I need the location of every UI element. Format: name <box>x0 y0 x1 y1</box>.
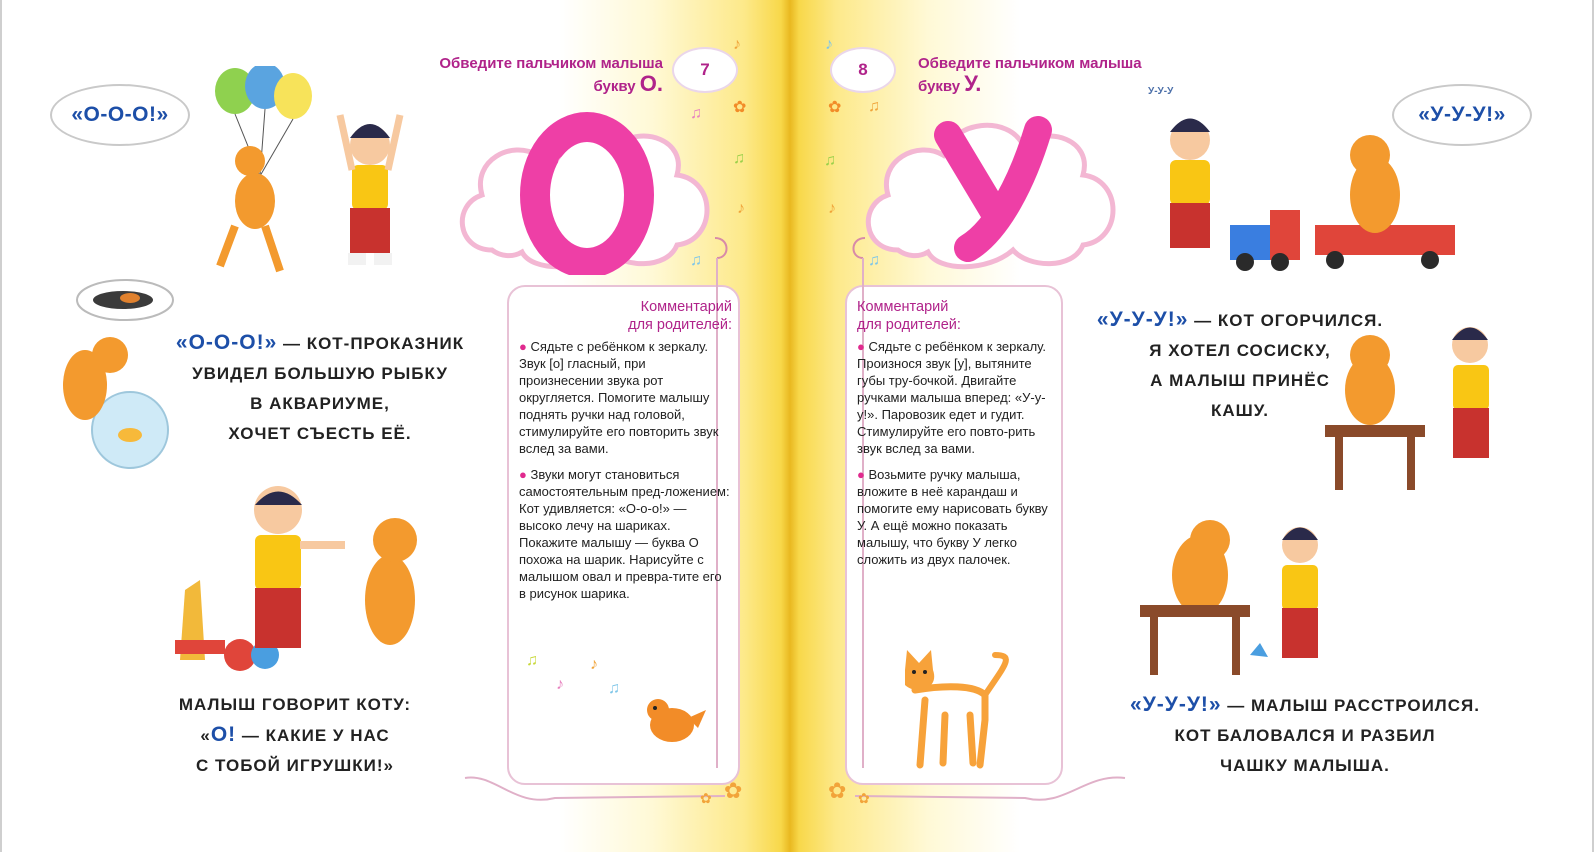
instruction-letter: У. <box>964 71 982 96</box>
story-text: УВИДЕЛ БОЛЬШУЮ РЫБКУ <box>192 364 448 383</box>
story-left-2 <box>160 690 430 781</box>
story-left-1 <box>160 328 480 449</box>
story-right-2 <box>1115 690 1495 781</box>
cat-icon <box>885 645 1025 770</box>
flower-icon: ✿ <box>733 99 747 116</box>
instruction-line1: Обведите пальчиком малыша <box>439 55 663 72</box>
music-note-icon: ♫ <box>868 98 880 115</box>
flower-icon: ✿ <box>724 778 743 803</box>
music-note-icon: ♪ <box>733 36 741 53</box>
story-text: КОТ БАЛОВАЛСЯ И РАЗБИЛ <box>1174 726 1436 745</box>
parent-comment-left <box>519 298 732 611</box>
music-note-icon: ♫ <box>733 150 745 167</box>
flower-icon: ✿ <box>858 790 870 806</box>
page-number-right <box>830 47 896 93</box>
cat-with-balloons-illustration <box>205 66 315 276</box>
comment-paragraph: Сядьте с ребёнком к зеркалу. Звук [о] гласный, при произнесении звука рот округляется. Помогите малышу поднять ручки над головой, стимулируйте его повторить звук вслед за вами. <box>519 339 719 456</box>
music-note-icon: ♪ <box>737 200 745 217</box>
page-number-text: 7 <box>700 60 710 79</box>
page-number-left <box>672 47 738 93</box>
story-text: — КОТ-ПРОКАЗНИК <box>277 334 465 353</box>
music-note-icon: ♫ <box>824 152 836 169</box>
page-number-text: 8 <box>858 60 868 79</box>
comment-paragraph: Звуки могут становиться самостоятельным пред-ложением: Кот удивляется: «О-о-о!» — высоко лечу на шариках. Покажите малышу — буква О похожа на шарик. Нарисуйте с малышом овал и превра-тите его в рисунок шарика. <box>519 467 730 601</box>
music-note-icon: ♪ <box>590 656 598 673</box>
instruction-line1: Обведите пальчиком малыша <box>918 55 1142 72</box>
bullet-icon: ● <box>519 467 527 482</box>
speech-bubble-text: «У-У-У!» <box>1418 103 1506 126</box>
music-note-icon: ♪ <box>556 676 564 693</box>
flower-icon: ✿ <box>700 790 712 806</box>
story-text: Я ХОТЕЛ СОСИСКУ, <box>1149 341 1331 360</box>
story-text: ХОЧЕТ СЪЕСТЬ ЕЁ. <box>228 424 412 443</box>
music-note-icon: ♪ <box>828 200 836 217</box>
boy-train-cat-illustration <box>1130 100 1470 280</box>
bullet-icon: ● <box>519 339 527 354</box>
music-note-icon: ♫ <box>868 252 880 269</box>
comment-title: Комментарий <box>640 299 732 315</box>
comment-paragraph: Возьмите ручку малыша, вложите в неё карандаш и помогите ему нарисовать букву У. А ещё можно показать малышу, что букву У легко сложить из двух палочек. <box>857 467 1048 567</box>
story-text: — КОТ ОГОРЧИЛСЯ. <box>1188 311 1384 330</box>
story-text: МАЛЫШ ГОВОРИТ КОТУ: <box>178 695 412 714</box>
story-text: ЧАШКУ МАЛЫША. <box>1220 756 1390 775</box>
comment-title: для родителей: <box>857 317 961 333</box>
cat-aquarium-illustration <box>45 275 175 475</box>
page-edge-left <box>0 0 2 852</box>
story-text: « <box>200 726 211 745</box>
story-lead: «О-О-О!» <box>175 331 278 354</box>
story-text: — КАКИЕ У НАС <box>236 726 390 745</box>
instruction-letter: О. <box>639 71 663 96</box>
boy-cat-toys-illustration <box>150 480 440 680</box>
music-note-icon: ♫ <box>608 680 620 697</box>
train-sound-text: У-У-У <box>1148 86 1174 97</box>
story-text: С ТОБОЙ ИГРУШКИ!» <box>196 756 394 775</box>
music-note-icon: ♫ <box>690 105 702 122</box>
flower-icon: ✿ <box>828 778 847 803</box>
comment-paragraph: Сядьте с ребёнком к зеркалу. Произнося звук [у], вытяните губы тру-бочкой. Двигайте ручками малыша вперед: «У-у-у!». Паровозик едет и гудит. Стимулируйте его повто-рить звук вслед за вами. <box>857 339 1046 456</box>
instruction-left <box>393 54 663 97</box>
instruction-line2: букву <box>593 78 636 95</box>
cat-broken-cup-illustration <box>1110 515 1350 685</box>
music-note-icon: ♫ <box>690 252 702 269</box>
story-lead: «У-У-У!» <box>1130 693 1222 716</box>
instruction-line2: букву <box>918 78 961 95</box>
speech-bubble-text: «О-О-О!» <box>71 103 169 126</box>
speech-bubble-left <box>50 84 190 146</box>
story-lead: О! <box>210 723 237 746</box>
parent-comment-right <box>857 298 1057 577</box>
boy-arms-up-illustration <box>330 100 410 280</box>
comment-title: Комментарий <box>857 299 949 315</box>
story-text: — МАЛЫШ РАССТРОИЛСЯ. <box>1221 696 1480 715</box>
cat-table-boy-illustration <box>1295 320 1510 500</box>
story-lead: «У-У-У!» <box>1096 308 1189 331</box>
bullet-icon: ● <box>857 467 865 482</box>
story-text: КАШУ. <box>1211 401 1269 420</box>
bullet-icon: ● <box>857 339 865 354</box>
music-note-icon: ♫ <box>526 652 538 669</box>
story-text: В АКВАРИУМЕ, <box>250 394 390 413</box>
story-text: А МАЛЫШ ПРИНЁС <box>1150 371 1330 390</box>
music-note-icon: ♪ <box>825 36 833 53</box>
comment-title: для родителей: <box>628 317 732 333</box>
bird-icon <box>640 690 710 750</box>
flower-icon: ✿ <box>828 99 842 116</box>
